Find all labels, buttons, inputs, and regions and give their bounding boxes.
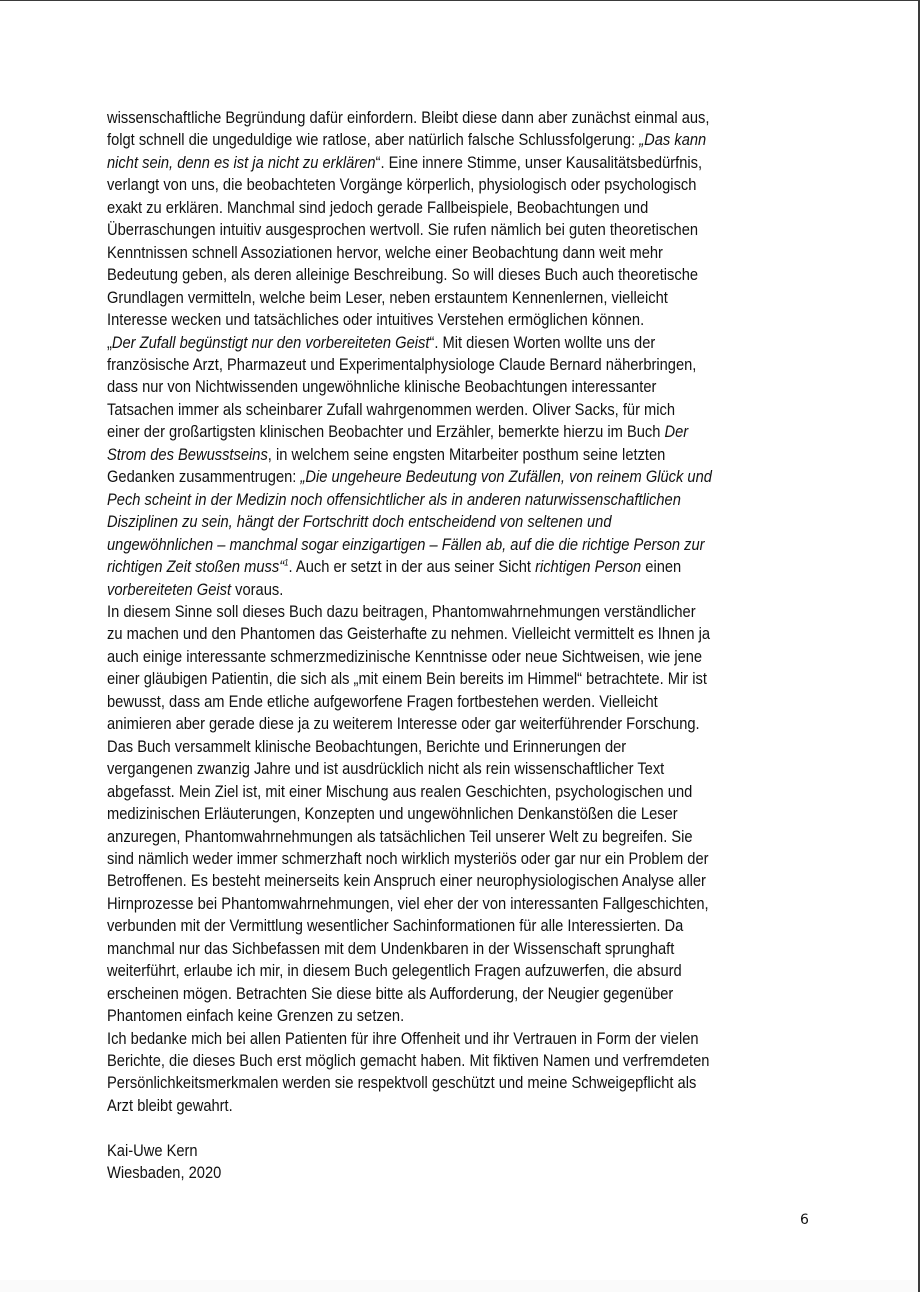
- text-line: [107, 826, 780, 848]
- text-line: [107, 354, 780, 376]
- text-segment: Persönlichkeitsmerkmalen werden sie respektvoll geschützt und meine Schweigepflicht als: [107, 1073, 697, 1093]
- text-segment: In diesem Sinne soll dieses Buch dazu beitragen, Phantomwahrnehmungen verständlicher: [107, 601, 696, 621]
- text-line: [107, 129, 780, 151]
- text-segment: Betroffenen. Es besteht meinerseits kein Anspruch einer neurophysiologischen Analyse aller: [107, 871, 706, 891]
- text-line: [107, 623, 780, 645]
- paragraph: [107, 332, 780, 601]
- text-line: [107, 960, 780, 982]
- text-line: [107, 758, 780, 780]
- text-segment: französische Arzt, Pharmazeut und Experimentalphysiologe Claude Bernard näherbringen,: [107, 354, 697, 374]
- italic-text: ungewöhnlichen – manchmal sogar einzigartigen – Fällen ab, auf die die richtige Person zur: [107, 534, 705, 554]
- text-segment: einen: [641, 557, 682, 577]
- text-line: [107, 668, 780, 690]
- text-line: [107, 421, 780, 443]
- text-segment: verbunden mit der Vermittlung wesentlicher Sachinformationen für alle Interessierten. Da: [107, 916, 684, 936]
- text-segment: Ich bedanke mich bei allen Patienten für ihre Offenheit und ihr Vertrauen in Form der vielen: [107, 1028, 699, 1048]
- italic-text: Der: [664, 422, 689, 442]
- spacer: [107, 1117, 780, 1139]
- signature-block: [107, 1140, 780, 1185]
- body-text: [107, 107, 780, 1185]
- text-segment: abgefasst. Mein Ziel ist, mit einer Mischung aus realen Geschichten, psychologischen und: [107, 781, 693, 801]
- text-line: [107, 152, 780, 174]
- text-line: [107, 107, 780, 129]
- text-line: [107, 466, 780, 488]
- footnote-marker: 1: [284, 557, 289, 568]
- text-line: [107, 601, 780, 623]
- text-segment: wissenschaftliche Begründung dafür einfordern. Bleibt diese dann aber zunächst einmal aus,: [107, 108, 710, 127]
- text-line: [107, 174, 780, 196]
- text-line: [107, 736, 780, 758]
- text-segment: Grundlagen vermitteln, welche beim Leser, neben erstauntem Kennenlernen, vielleicht: [107, 287, 668, 307]
- text-segment: Arzt bleibt gewahrt.: [107, 1095, 233, 1115]
- italic-text: „Das kann: [639, 130, 707, 150]
- text-line: [107, 534, 780, 556]
- text-segment: voraus.: [231, 579, 284, 599]
- text-line: [107, 444, 780, 466]
- text-line: [107, 287, 780, 309]
- text-line: [107, 1005, 780, 1027]
- text-segment: Gedanken zusammentrugen:: [107, 467, 301, 487]
- text-line: [107, 691, 780, 713]
- text-line: [107, 579, 780, 601]
- text-segment: Interesse wecken und tatsächliches oder intuitives Verstehen ermöglichen können.: [107, 310, 645, 330]
- place-date: Wiesbaden, 2020: [107, 1163, 222, 1183]
- paragraph: [107, 736, 780, 1028]
- text-segment: Phantomen einfach keine Grenzen zu setzen.: [107, 1006, 405, 1026]
- text-segment: vergangenen zwanzig Jahre und ist ausdrücklich nicht als rein wissenschaftlicher Text: [107, 759, 665, 779]
- text-segment: medizinischen Erläuterungen, Konzepten und ungewöhnlichen Denkanstößen die Leser: [107, 804, 678, 824]
- text-line: [107, 646, 780, 668]
- italic-text: richtigen Person: [535, 557, 642, 577]
- text-line: [107, 1072, 780, 1094]
- text-segment: zu machen und den Phantomen das Geisterhafte zu nehmen. Vielleicht vermittelt es Ihnen ja: [107, 624, 711, 644]
- text-line: [107, 713, 780, 735]
- text-line: [107, 1050, 780, 1072]
- text-line: [107, 219, 780, 241]
- italic-text: richtigen Zeit stoßen muss“: [107, 557, 285, 577]
- text-line: [107, 309, 780, 331]
- text-segment: Kenntnissen schnell Assoziationen hervor, welche einer Beobachtung dann weit mehr: [107, 242, 663, 262]
- text-segment: sind nämlich weder immer schmerzhaft noch wirklich mysteriös oder gar nur ein Problem der: [107, 848, 709, 868]
- text-line: [107, 915, 780, 937]
- text-segment: manchmal nur das Sichbefassen mit dem Undenkbaren in der Wissenschaft sprunghaft: [107, 938, 675, 958]
- text-line: [107, 376, 780, 398]
- text-segment: einer der großartigsten klinischen Beobachter und Erzähler, bemerkte hierzu im Buch: [107, 422, 665, 442]
- text-line: [107, 1028, 780, 1050]
- text-segment: “. Mit diesen Worten wollte uns der: [429, 332, 656, 352]
- italic-text: Strom des Bewusstseins: [107, 444, 268, 464]
- text-line: [107, 242, 780, 264]
- paragraph: [107, 601, 780, 736]
- text-line: [107, 399, 780, 421]
- author-name: Kai-Uwe Kern: [107, 1140, 198, 1160]
- text-line: [107, 870, 780, 892]
- text-segment: exakt zu erklären. Manchmal sind jedoch gerade Fallbeispiele, Beobachtungen und: [107, 197, 649, 217]
- text-segment: bewusst, dass am Ende etliche aufgeworfene Fragen fortbestehen werden. Vielleicht: [107, 691, 658, 711]
- text-segment: weiterführt, erlaube ich mir, in diesem Buch gelegentlich Fragen aufzuwerfen, die absurd: [107, 961, 682, 981]
- text-segment: Das Buch versammelt klinische Beobachtungen, Berichte und Erinnerungen der: [107, 736, 627, 756]
- text-line: [107, 264, 780, 286]
- text-segment: auch einige interessante schmerzmedizinische Kenntnisse oder neue Sichtweisen, wie jene: [107, 646, 703, 666]
- text-segment: einer gläubigen Patientin, die sich als „mit einem Bein bereits im Himmel“ betrachtete. Mir ist: [107, 669, 707, 689]
- text-line: [107, 983, 780, 1005]
- text-segment: Überraschungen intuitiv ausgesprochen wertvoll. Sie rufen nämlich bei guten theoretischen: [107, 220, 699, 240]
- text-line: [107, 938, 780, 960]
- text-segment: Hirnprozesse bei Phantomwahrnehmungen, viel eher der von interessanten Fallgeschichten,: [107, 893, 709, 913]
- text-line: [107, 803, 780, 825]
- text-segment: anzuregen, Phantomwahrnehmungen als tatsächlichen Teil unserer Welt zu begreifen. Sie: [107, 826, 693, 846]
- text-segment: . Auch er setzt in der aus seiner Sicht: [288, 557, 536, 577]
- text-line: [107, 1095, 780, 1117]
- text-segment: “. Eine innere Stimme, unser Kausalitätsbedürfnis,: [375, 152, 703, 172]
- text-line: [107, 489, 780, 511]
- text-line: [107, 511, 780, 533]
- text-line: [107, 893, 780, 915]
- text-line: [107, 332, 780, 354]
- text-segment: animieren aber gerade diese ja zu weiterem Interesse oder gar weiterführender Forschung.: [107, 714, 700, 734]
- text-segment: , in welchem seine engsten Mitarbeiter posthum seine letzten: [267, 444, 666, 464]
- text-line: [107, 197, 780, 219]
- page-number: 6: [800, 1212, 809, 1228]
- page-bottom-edge: [0, 1280, 918, 1292]
- text-segment: erscheinen mögen. Betrachten Sie diese bitte als Aufforderung, der Neugier gegenüber: [107, 983, 674, 1003]
- paragraph: [107, 107, 780, 332]
- paragraph: [107, 1028, 780, 1118]
- text-line: [107, 781, 780, 803]
- text-segment: Berichte, die dieses Buch erst möglich gemacht haben. Mit fiktiven Namen und verfremdeten: [107, 1051, 710, 1071]
- text-segment: „: [107, 332, 112, 352]
- italic-text: Disziplinen zu sein, hängt der Fortschritt doch entscheidend von seltenen und: [107, 512, 612, 532]
- text-line: [107, 556, 780, 578]
- text-segment: Bedeutung geben, als deren alleinige Beschreibung. So will dieses Buch auch theoretische: [107, 265, 699, 285]
- italic-text: Pech scheint in der Medizin noch offensichtlicher als in anderen naturwissenschaftlichen: [107, 489, 681, 509]
- text-segment: dass nur von Nichtwissenden ungewöhnliche klinische Beobachtungen interessanter: [107, 377, 657, 397]
- text-line: [107, 848, 780, 870]
- italic-text: „Die ungeheure Bedeutung von Zufällen, von reinem Glück und: [300, 467, 712, 487]
- italic-text: Der Zufall begünstigt nur den vorbereiteten Geist: [111, 332, 430, 352]
- italic-text: nicht sein, denn es ist ja nicht zu erklären: [107, 152, 376, 172]
- text-segment: Tatsachen immer als scheinbarer Zufall wahrgenommen werden. Oliver Sacks, für mich: [107, 399, 676, 419]
- text-segment: verlangt von uns, die beobachteten Vorgänge körperlich, physiologisch oder psychologisch: [107, 175, 697, 195]
- italic-text: vorbereiteten Geist: [107, 579, 232, 599]
- text-segment: folgt schnell die ungeduldige wie ratlose, aber natürlich falsche Schlussfolgerung:: [107, 130, 640, 150]
